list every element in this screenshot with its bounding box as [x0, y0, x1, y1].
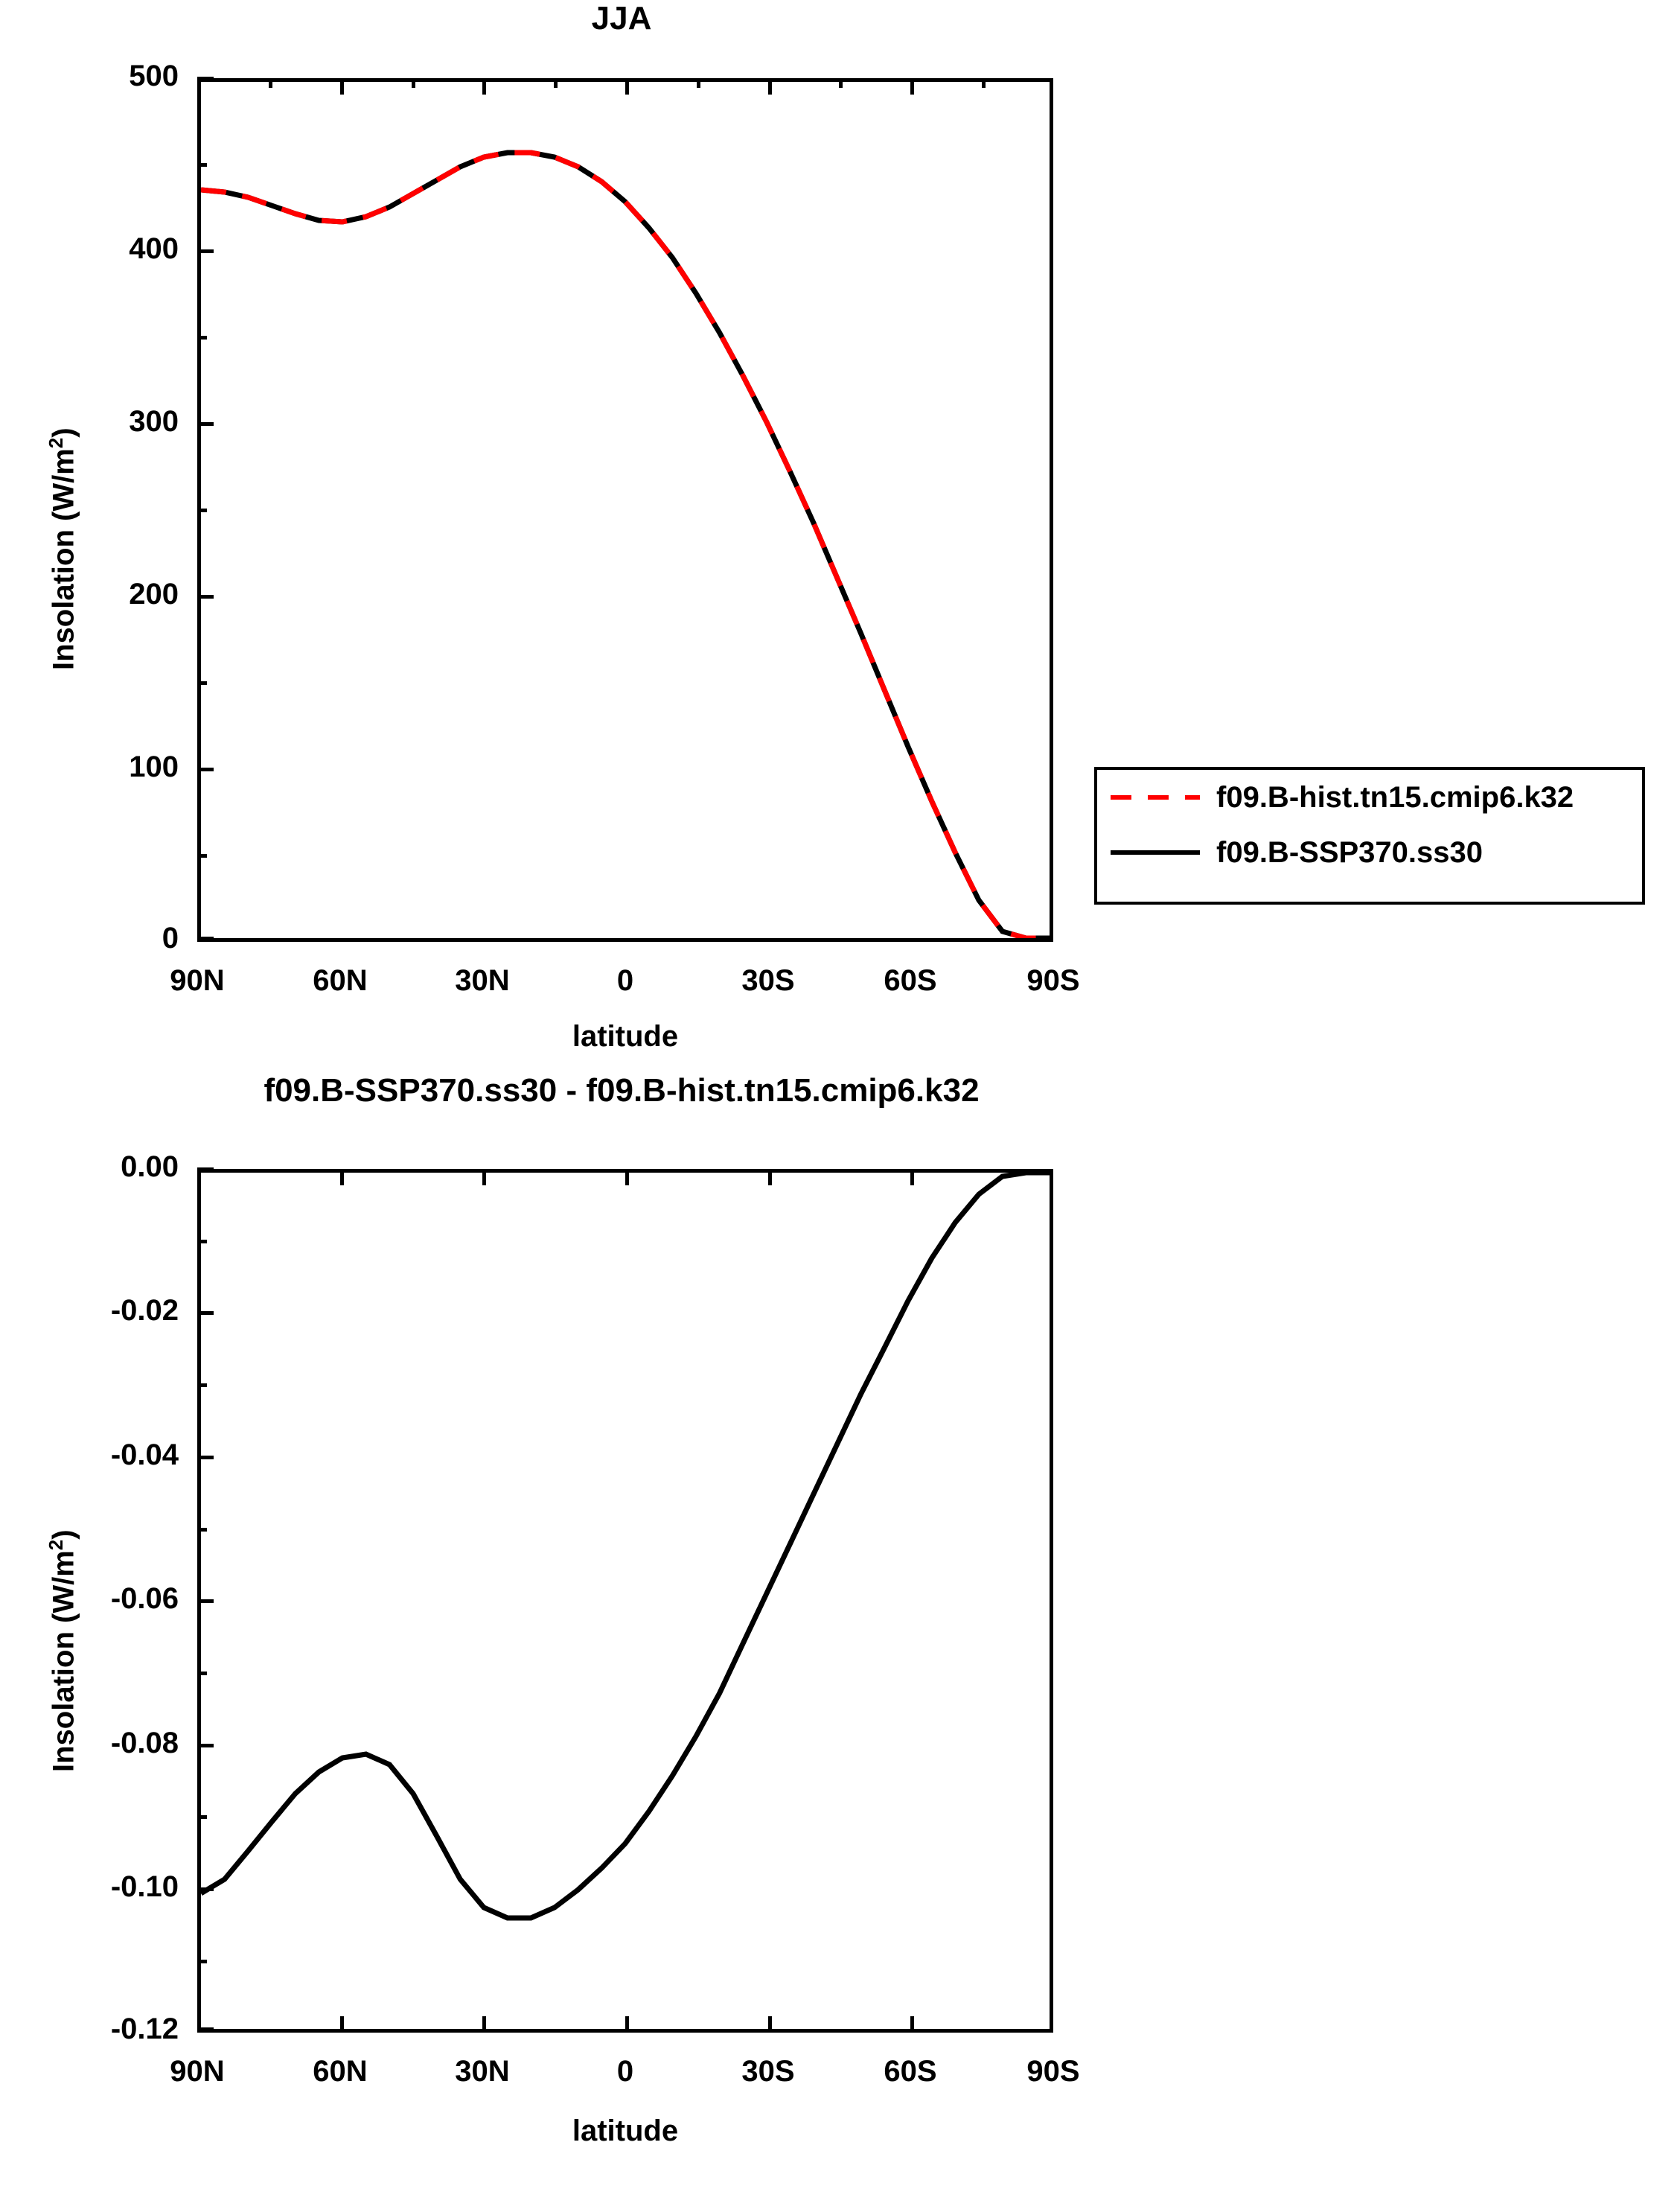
- top-xtick-0: [625, 78, 629, 95]
- bottom-xtick-label-30N: 30N: [455, 2055, 510, 2088]
- bottom-xtick-60N-bottom: [340, 2016, 344, 2033]
- legend-item-ssp370[interactable]: [1097, 825, 1642, 880]
- bottom-panel-x-axis-label: latitude: [572, 2115, 679, 2147]
- top-panel-x-axis-label: latitude: [572, 1020, 679, 1053]
- top-xtick-minor-75S: [982, 78, 986, 88]
- bottom-plot-area: [197, 1169, 1053, 2033]
- top-xtick-label-30N: 30N: [455, 964, 510, 997]
- top-ytick-400: [197, 249, 214, 253]
- top-xtick-minor-15N: [554, 78, 558, 88]
- top-xtick-label-90N: 90N: [170, 964, 225, 997]
- top-xtick-label-90S: 90S: [1026, 964, 1080, 997]
- top-xtick-label-0: 0: [616, 964, 634, 997]
- bottom-xtick-90N-bottom: [197, 2016, 201, 2033]
- bottom-ytick-label--0.04: -0.04: [110, 1438, 179, 1471]
- legend-label-ssp370: f09.B-SSP370.ss30: [1216, 835, 1483, 869]
- top-xtick-minor-15S: [697, 78, 700, 88]
- top-xtick-30N: [482, 78, 486, 95]
- bottom-ytick-minor-1: [197, 1240, 207, 1243]
- bottom-ytick-minor-2: [197, 1383, 207, 1387]
- legend-box: [1094, 767, 1645, 905]
- top-ytick-minor-50: [197, 854, 207, 858]
- top-ytick-label-300: 300: [129, 405, 179, 438]
- bottom-ytick-minor-3: [197, 1528, 207, 1532]
- bottom-panel-title: f09.B-SSP370.ss30 - f09.B-hist.tn15.cmip6.k32: [264, 1072, 980, 1109]
- bottom-xtick-label-90S: 90S: [1026, 2055, 1080, 2088]
- bottom-xtick-60S-bottom: [910, 2016, 914, 2033]
- bottom-xtick-30S: [768, 1169, 772, 1185]
- bottom-ytick-minor-4: [197, 1672, 207, 1675]
- top-plot-curves: [201, 82, 1050, 938]
- top-plot-area: [197, 78, 1053, 942]
- bottom-ytick--0.04: [197, 1456, 214, 1459]
- top-ytick-label-400: 400: [129, 232, 179, 265]
- top-ytick-label-500: 500: [129, 60, 179, 92]
- bottom-ytick--0.10: [197, 1887, 214, 1891]
- top-xtick-label-60S: 60S: [884, 964, 937, 997]
- top-xtick-30S: [768, 78, 772, 95]
- top-ytick-minor-350: [197, 336, 207, 340]
- top-ytick-100: [197, 768, 214, 771]
- bottom-xtick-label-30S: 30S: [741, 2055, 795, 2088]
- top-y-label-exponent: 2: [45, 437, 67, 449]
- series-ssp370-line: [201, 153, 1050, 938]
- bottom-xtick-90S-bottom: [1050, 2016, 1053, 2033]
- legend-label-hist: f09.B-hist.tn15.cmip6.k32: [1216, 780, 1574, 814]
- bottom-xtick-0-bottom: [625, 2016, 629, 2033]
- bottom-xtick-60N: [340, 1169, 344, 1185]
- legend-item-hist[interactable]: [1097, 770, 1642, 825]
- bottom-ytick-minor-5: [197, 1815, 207, 1819]
- bottom-xtick-60S: [910, 1169, 914, 1185]
- bottom-ytick--0.06: [197, 1599, 214, 1603]
- bottom-xtick-90N: [197, 1169, 201, 1185]
- top-ytick-label-200: 200: [129, 578, 179, 611]
- bottom-ytick-label--0.02: -0.02: [110, 1294, 179, 1327]
- top-ytick-label-100: 100: [129, 751, 179, 783]
- series-hist-line: [201, 153, 1050, 938]
- bottom-xtick-0: [625, 1169, 629, 1185]
- top-xtick-60S: [910, 78, 914, 95]
- bottom-xtick-label-0: 0: [616, 2055, 634, 2088]
- bottom-xtick-30N: [482, 1169, 486, 1185]
- bottom-ytick--0.08: [197, 1744, 214, 1747]
- bottom-ytick-label-0.00: 0.00: [121, 1150, 179, 1183]
- bottom-ytick--0.02: [197, 1311, 214, 1315]
- top-ytick-0: [197, 937, 214, 940]
- top-y-label-text: Insolation (W/m: [47, 448, 80, 670]
- bottom-ytick-label--0.10: -0.10: [110, 1870, 179, 1903]
- top-xtick-minor-45S: [839, 78, 843, 88]
- bottom-plot-curve: [201, 1173, 1050, 2029]
- bottom-ytick-label--0.12: -0.12: [110, 2013, 179, 2045]
- bottom-ytick-label--0.06: -0.06: [110, 1582, 179, 1615]
- top-panel-title: JJA: [591, 0, 652, 36]
- top-y-label-tail: ): [47, 427, 80, 438]
- top-xtick-minor-75N: [269, 78, 272, 88]
- bottom-y-label-text: Insolation (W/m: [47, 1550, 80, 1772]
- bottom-xtick-90S: [1050, 1169, 1053, 1185]
- bottom-xtick-30N-bottom: [482, 2016, 486, 2033]
- bottom-xtick-label-90N: 90N: [170, 2055, 225, 2088]
- top-panel-y-axis-label: [45, 427, 80, 670]
- top-xtick-60N: [340, 78, 344, 95]
- bottom-ytick-label--0.08: -0.08: [110, 1727, 179, 1759]
- bottom-xtick-label-60N: 60N: [313, 2055, 368, 2088]
- bottom-y-label-tail: ): [47, 1529, 80, 1540]
- bottom-xtick-label-60S: 60S: [884, 2055, 937, 2088]
- bottom-xtick-30S-bottom: [768, 2016, 772, 2033]
- top-ytick-label-0: 0: [162, 922, 179, 955]
- top-xtick-label-30S: 30S: [741, 964, 795, 997]
- top-xtick-90N: [197, 78, 201, 95]
- top-ytick-200: [197, 595, 214, 599]
- bottom-ytick-minor-6: [197, 1960, 207, 1963]
- top-ytick-300: [197, 422, 214, 426]
- top-xtick-minor-45N: [412, 78, 415, 88]
- top-ytick-minor-250: [197, 509, 207, 512]
- series-difference-line: [201, 1173, 1050, 1918]
- top-ytick-minor-150: [197, 681, 207, 685]
- top-xtick-90S: [1050, 78, 1053, 95]
- bottom-y-label-exponent: 2: [45, 1539, 67, 1551]
- top-ytick-minor-450: [197, 163, 207, 167]
- top-xtick-label-60N: 60N: [313, 964, 368, 997]
